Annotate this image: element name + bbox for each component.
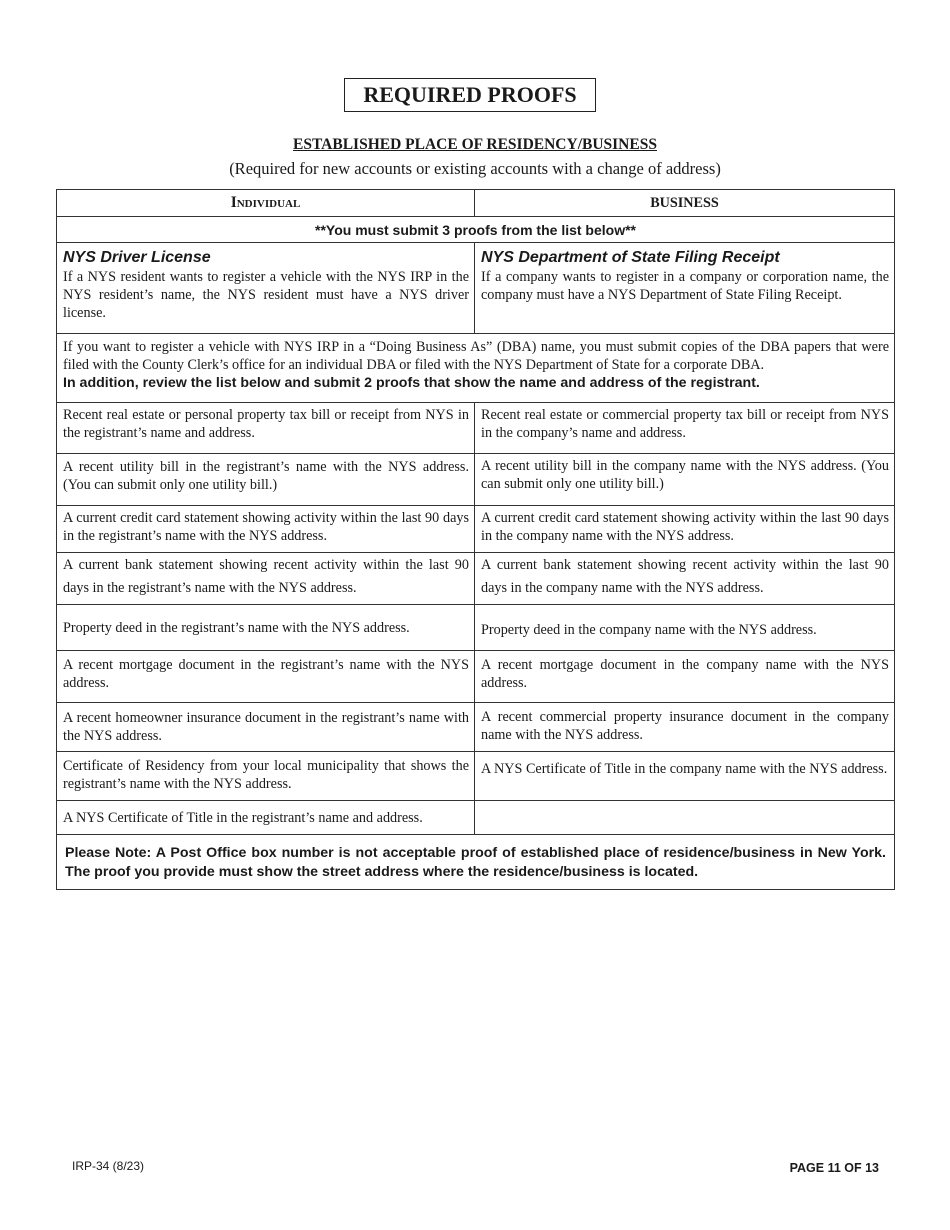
table-row [57,403,895,454]
business-cell [475,801,895,835]
table-row [57,752,895,801]
business-cell: A current credit card statement showing activity within the last 90 days in the company name with the NYS address. [475,506,895,553]
filing-receipt-text: If a company wants to register in a company or corporation name, the company must have a NYS Department of State Filing Receipt. [481,269,889,303]
table-row [57,651,895,703]
individual-header [57,190,475,217]
individual-cell: A recent utility bill in the registrant’s name with the NYS address. (You can submit only one utility bill.) [57,454,475,506]
individual-header-text: Individual [230,194,301,211]
business-header-text: BUSINESS [650,195,719,211]
section-heading: ESTABLISHED PLACE OF RESIDENCY/BUSINESS [293,136,657,153]
individual-cell [57,243,475,334]
business-cell: A current bank statement showing recent activity within the last 90 days in the company name with the NYS address. [475,553,895,605]
individual-cell: A recent mortgage document in the registrant’s name with the NYS address. [57,651,475,703]
individual-cell: A current bank statement showing recent activity within the last 90 days in the registrant’s name with the NYS address. [57,553,475,605]
driver-license-text: If a NYS resident wants to register a vehicle with the NYS IRP in the NYS resident’s name, the NYS resident must have a NYS driver license. [63,269,469,321]
po-box-note: Please Note: A Post Office box number is not acceptable proof of established place of residence/business in New York. The proof you provide must show the street address where the residence/business is located. [57,835,895,890]
business-header [475,190,895,217]
business-cell: Recent real estate or commercial property tax bill or receipt from NYS in the company’s name and address. [475,403,895,454]
individual-cell: Recent real estate or personal property tax bill or receipt from NYS in the registrant’s name and address. [57,403,475,454]
business-cell: A recent utility bill in the company name with the NYS address. (You can submit only one utility bill.) [475,454,895,506]
individual-cell: Certificate of Residency from your local municipality that shows the registrant’s name with the NYS address. [57,752,475,801]
business-cell [475,243,895,334]
table-row [57,703,895,752]
table-row [57,506,895,553]
individual-cell: A recent homeowner insurance document in the registrant’s name with the NYS address. [57,703,475,752]
driver-license-title: NYS Driver License [63,249,211,266]
form-id: IRP-34 (8/23) [72,1159,145,1173]
filing-receipt-title: NYS Department of State Filing Receipt [481,249,780,266]
business-cell: A recent commercial property insurance document in the company name with the NYS address. [475,703,895,752]
page-number: PAGE 11 OF 13 [789,1161,879,1175]
proofs-table [56,189,895,890]
page-title [344,78,596,112]
individual-cell: Property deed in the registrant’s name with the NYS address. [57,605,475,651]
section-subheading: (Required for new accounts or existing accounts with a change of address) [229,159,721,178]
header-row [57,190,895,217]
individual-cell: A NYS Certificate of Title in the registrant’s name and address. [57,801,475,835]
table-row [57,454,895,506]
table-row [57,801,895,835]
must-submit-note: **You must submit 3 proofs from the list below** [57,217,895,243]
page-title-text: REQUIRED PROOFS [363,82,577,107]
business-cell: A recent mortgage document in the company name with the NYS address. [475,651,895,703]
note-row [57,835,895,890]
business-cell: Property deed in the company name with the NYS address. [475,605,895,651]
individual-cell: A current credit card statement showing activity within the last 90 days in the registrant’s name with the NYS address. [57,506,475,553]
dba-row [57,334,895,403]
dba-instruction: In addition, review the list below and submit 2 proofs that show the name and address of the registrant. [63,375,760,391]
table-row [57,243,895,334]
dba-text: If you want to register a vehicle with NYS IRP in a “Doing Business As” (DBA) name, you must submit copies of the DBA papers that were filed with the County Clerk’s office for an individual DBA or filed with the NYS Department of State for a corporate DBA. [63,339,889,373]
must-submit-row [57,217,895,243]
dba-cell [57,334,895,403]
table-row [57,605,895,651]
business-cell: A NYS Certificate of Title in the company name with the NYS address. [475,752,895,801]
table-row [57,553,895,605]
